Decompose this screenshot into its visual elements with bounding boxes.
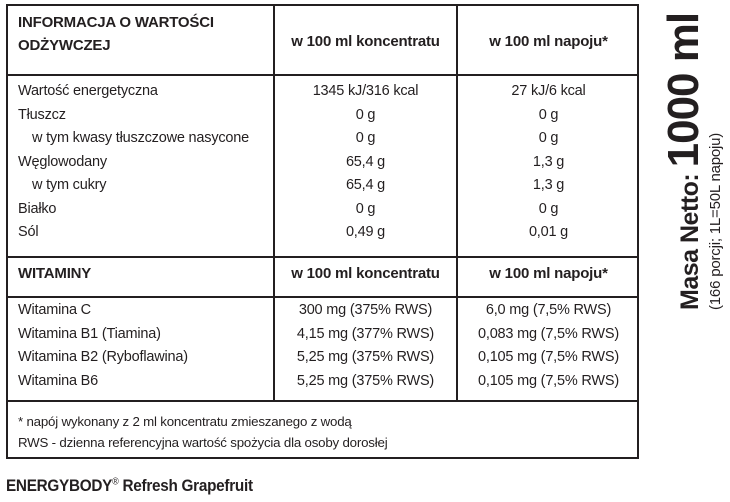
vitamins-label: Witamina C — [18, 302, 91, 318]
nutrition-label: Białko — [18, 200, 57, 217]
net-mass-line — [659, 0, 708, 310]
product-variant: Refresh Grapefruit — [118, 476, 253, 495]
nutrition-drink-value: 1,3 g — [532, 153, 565, 170]
nutrition-drink-value: 0 g — [538, 106, 559, 123]
nutrition-drink-value: 0 g — [538, 200, 559, 217]
nutrition-label-table — [6, 4, 639, 459]
net-mass-block — [659, 0, 730, 310]
nutrition-label: Wartość energetyczna — [18, 83, 158, 99]
nutrition-concentrate-value: 0 g — [355, 106, 376, 123]
header-concentrate: w 100 ml koncentratu — [291, 33, 440, 50]
nutrition-label: Tłuszcz — [18, 106, 66, 123]
nutrition-drink-value: 27 kJ/6 kcal — [511, 83, 586, 99]
nutrition-concentrate-value: 0,49 g — [345, 224, 386, 240]
footnote-divider — [8, 400, 637, 402]
vitamins-drink-value: 0,105 mg (7,5% RWS) — [478, 372, 619, 389]
product-name — [6, 476, 253, 496]
nutrition-label: w tym cukry — [32, 177, 107, 193]
vitamins-label: Witamina B1 (Tiamina) — [18, 325, 161, 342]
registered-mark: ® — [112, 476, 119, 488]
nutrition-concentrate-value: 0 g — [355, 200, 376, 217]
vitamins-title: WITAMINY — [18, 265, 92, 282]
nutrition-title: INFORMACJA O WARTOŚCI ODŻYWCZEJ — [18, 14, 214, 54]
vitamins-header-drink: w 100 ml napoju* — [489, 265, 608, 282]
nutrition-label: w tym kwasy tłuszczowe nasycone — [32, 130, 250, 146]
nutrition-label: Sól — [18, 224, 39, 240]
vitamins-drink-value: 0,083 mg (7,5% RWS) — [478, 325, 619, 342]
vitamins-concentrate-value: 4,15 mg (377% RWS) — [296, 325, 435, 342]
vitamins-label: Witamina B2 (Ryboflawina) — [18, 349, 188, 365]
nutrition-drink-value: 0,01 g — [528, 224, 569, 240]
vitamins-concentrate-value: 5,25 mg (375% RWS) — [296, 349, 435, 365]
net-mass-value: 1000 ml — [659, 12, 708, 168]
vitamins-label: Witamina B6 — [18, 372, 98, 389]
nutrition-concentrate-value: 65,4 g — [345, 177, 386, 193]
header-drink: w 100 ml napoju* — [489, 33, 608, 50]
nutrition-concentrate-value: 65,4 g — [345, 153, 386, 170]
product-brand: ENERGYBODY — [6, 476, 113, 495]
vitamins-drink-value: 0,105 mg (7,5% RWS) — [478, 349, 619, 365]
nutrition-label: Węglowodany — [18, 153, 107, 170]
nutrition-drink-value: 1,3 g — [532, 177, 565, 193]
footnote-asterisk: * napój wykonany z 2 ml koncentratu zmieszanego z wodą — [18, 414, 352, 429]
nutrition-drink-value: 0 g — [538, 130, 559, 146]
section-divider-top — [8, 256, 637, 258]
header-divider — [8, 74, 637, 76]
net-mass-portions: (166 porcji; 1L=50L napoju) — [707, 132, 724, 310]
vitamins-header-concentrate: w 100 ml koncentratu — [291, 265, 440, 282]
net-mass-label: Masa Netto: — [676, 167, 704, 310]
vitamins-concentrate-value: 5,25 mg (375% RWS) — [296, 372, 435, 389]
vitamins-drink-value: 6,0 mg (7,5% RWS) — [485, 302, 612, 318]
vitamins-concentrate-value: 300 mg (375% RWS) — [298, 302, 433, 318]
vitamins-header-divider — [8, 296, 637, 298]
nutrition-concentrate-value: 1345 kJ/316 kcal — [312, 83, 419, 99]
nutrition-concentrate-value: 0 g — [355, 130, 376, 146]
footnote-rws: RWS - dzienna referencyjna wartość spożycia dla osoby dorosłej — [18, 435, 388, 450]
